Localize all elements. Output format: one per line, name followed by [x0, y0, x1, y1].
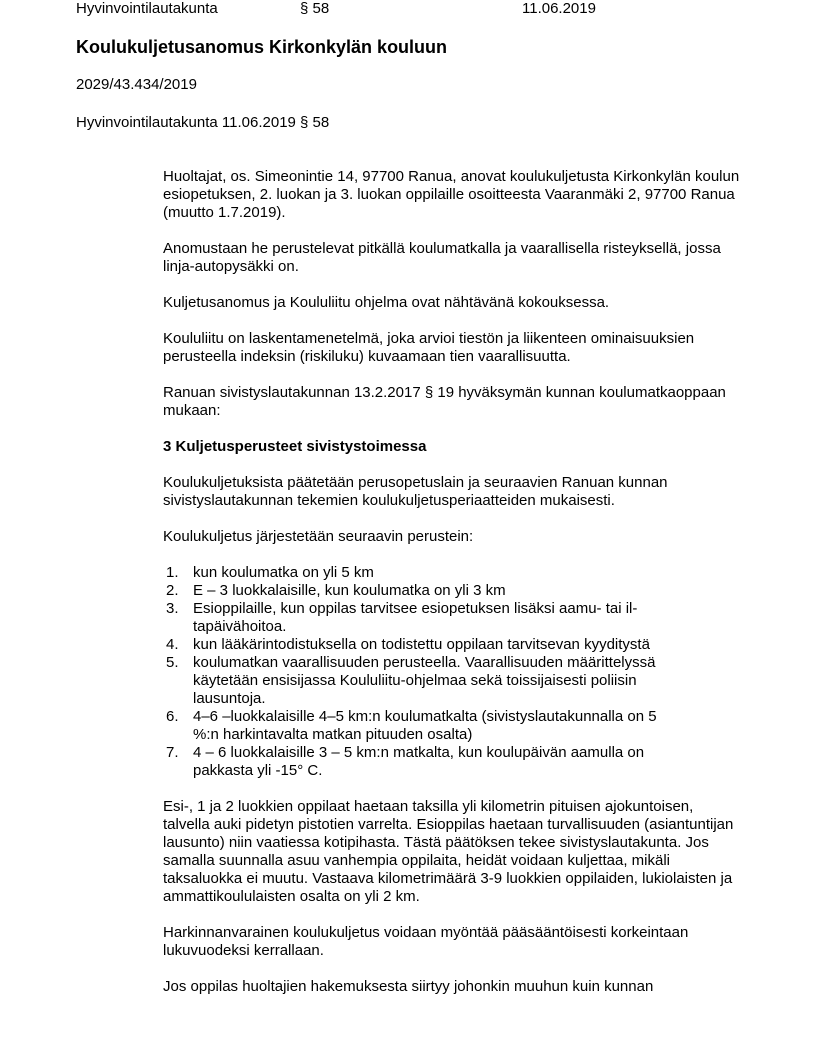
criteria-number: 5. — [166, 654, 179, 671]
criteria-number: 1. — [166, 564, 179, 581]
paragraph-criteria-intro: Koulukuljetus järjestetään seuraavin perustein: — [163, 528, 474, 545]
page-header — [0, 0, 816, 20]
meeting-reference: Hyvinvointilautakunta 11.06.2019 § 58 — [76, 114, 330, 131]
section-heading: 3 Kuljetusperusteet sivistystoimessa — [163, 438, 427, 455]
criteria-text: Esioppilaille, kun oppilas tarvitsee esiopetuksen lisäksi aamu- tai iltapäivähoitoa. — [193, 600, 638, 635]
paragraph-school-transfer: Jos oppilas huoltajien hakemuksesta siirtyy johonkin muuhun kuin kunnan — [163, 978, 654, 995]
paragraph-discretionary: Harkinnanvarainen koulukuljetus voidaan myöntää pääsääntöisesti korkeintaan lukuvuodeksi kerrallaan. — [163, 924, 689, 959]
header-organization: Hyvinvointilautakunta — [76, 0, 218, 17]
paragraph-materials: Kuljetusanomus ja Koululiitu ohjelma ovat nähtävänä kokouksessa. — [163, 294, 610, 311]
criteria-number: 4. — [166, 636, 179, 653]
document-body — [163, 168, 743, 1014]
paragraph-pickup-rules: Esi-, 1 ja 2 luokkien oppilaat haetaan taksilla yli kilometrin pituisen ajokuntoisen, talvella auki pidetyn pistotien varrelta. Esioppilas haetaan turvallisuuden (asiantuntijan lausunto) niin vaatiessa kotipihasta. Tästä päätöksen tekee sivistyslautakunta. Jos samalla suunnalla asuu vanhempia oppilaita, heidät voidaan kuljettaa, mikäli taksaluokka ei muutu. Vastaava kilometrimäärä 3-9 luokkien oppilaiden, lukiolaisten ja ammattikoululaisten osalta on yli 2 km. — [163, 798, 734, 905]
criteria-text: kun lääkärintodistuksella on todistettu oppilaan tarvitsevan kyyditystä — [193, 636, 650, 653]
criteria-text: E – 3 luokkalaisille, kun koulumatka on yli 3 km — [193, 582, 506, 599]
criteria-item — [163, 636, 683, 654]
paragraph-application: Huoltajat, os. Simeonintie 14, 97700 Ranua, anovat koulukuljetusta Kirkonkylän koulun esiopetuksen, 2. luokan ja 3. luokan oppilaille osoitteesta Vaaranmäki 2, 97700 Ranua (muutto 1.7.2019). — [163, 168, 740, 221]
criteria-item — [163, 582, 683, 600]
criteria-number: 3. — [166, 600, 179, 617]
criteria-list — [163, 564, 683, 780]
diary-number: 2029/43.434/2019 — [76, 76, 197, 93]
criteria-item — [163, 654, 683, 708]
criteria-number: 6. — [166, 708, 179, 725]
header-section: § 58 — [300, 0, 330, 17]
criteria-item — [163, 708, 683, 744]
criteria-number: 7. — [166, 744, 179, 761]
criteria-text: 4–6 –luokkalaisille 4–5 km:n koulumatkalta (sivistyslautakunnalla on 5 %:n harkintavalta matkan pituuden osalta) — [193, 708, 657, 743]
criteria-item — [163, 564, 683, 582]
criteria-item — [163, 744, 683, 780]
header-date: 11.06.2019 — [522, 0, 596, 17]
paragraph-decisions: Koulukuljetuksista päätetään perusopetuslain ja seuraavien Ranuan kunnan sivistyslautakunnan tekemien koulukuljetusperiaatteiden mukaisesti. — [163, 474, 668, 509]
criteria-text: kun koulumatka on yli 5 km — [193, 564, 374, 581]
document-title: Koulukuljetusanomus Kirkonkylän kouluun — [76, 37, 448, 57]
criteria-text: 4 – 6 luokkalaisille 3 – 5 km:n matkalta, kun koulupäivän aamulla on pakkasta yli -15° C. — [193, 744, 645, 779]
criteria-number: 2. — [166, 582, 179, 599]
paragraph-justification: Anomustaan he perustelevat pitkällä koulumatkalla ja vaarallisella risteyksellä, jossa linja-autopysäkki on. — [163, 240, 721, 275]
criteria-item — [163, 600, 683, 636]
paragraph-koululiitu: Koululiitu on laskentamenetelmä, joka arvioi tiestön ja liikenteen ominaisuuksien perusteella indeksin (riskiluku) kuvaamaan tien vaarallisuutta. — [163, 330, 695, 365]
criteria-text: koulumatkan vaarallisuuden perusteella. Vaarallisuuden määrittelyssä käytetään ensisijassa Koululiitu-ohjelmaa sekä toissijaisesti poliisin lausuntoja. — [193, 654, 656, 707]
paragraph-guide-reference: Ranuan sivistyslautakunnan 13.2.2017 § 19 hyväksymän kunnan koulumatkaoppaan mukaan: — [163, 384, 726, 419]
